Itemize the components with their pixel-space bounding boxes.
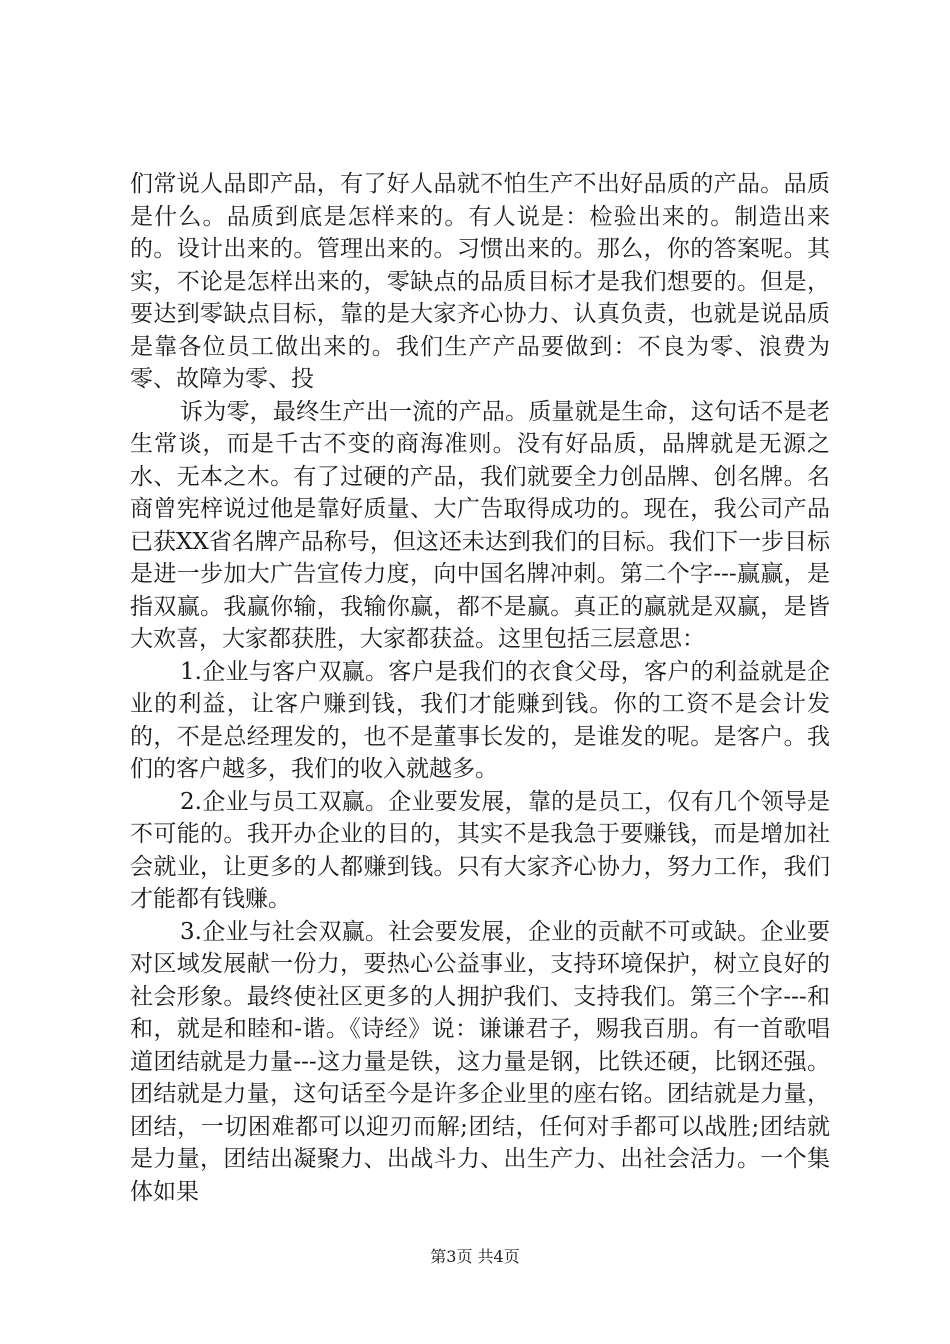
paragraph-society-win: 3.企业与社会双赢。社会要发展，企业的贡献不可或缺。企业要对区域发展献一份力，要热心公益事业，支持环境保护，树立良好的社会形象。最终使社区更多的人拥护我们、支持我们。第三个字---和和，就是和睦和-谐。《诗经》说：谦谦君子，赐我百朋。有一首歌唱道团结就是力量---这力量是铁，这力量是钢，比铁还硬，比钢还强。团结就是力量，这句话至今是许多企业里的座右铭。团结就是力量，团结，一切困难都可以迎刃而解;团结，任何对手都可以战胜;团结就是力量，团结出凝聚力、出战斗力、出生产力、出社会活力。一个集体如果	[130, 918, 830, 1205]
paragraph-customer-win: 1.企业与客户双赢。客户是我们的衣食父母，客户的利益就是企业的利益，让客户赚到钱，我们才能赚到钱。你的工资不是会计发的，不是总经理发的，也不是董事长发的，是谁发的呢。是客户。我们的客户越多，我们的收入就越多。	[130, 658, 830, 782]
paragraph-quality-intro: 们常说人品即产品，有了好人品就不怕生产不出好品质的产品。品质是什么。品质到底是怎样来的。有人说是：检验出来的。制造出来的。设计出来的。管理出来的。习惯出来的。那么，你的答案呢。其实，不论是怎样出来的，零缺点的品质目标才是我们想要的。但是，要达到零缺点目标，靠的是大家齐心协力、认真负责，也就是说品质是靠各位员工做出来的。我们生产产品要做到：不良为零、浪费为零、故障为零、投	[130, 171, 830, 392]
document-body	[130, 168, 830, 1208]
paragraph-brand-win: 诉为零，最终生产出一流的产品。质量就是生命，这句话不是老生常谈，而是千古不变的商海准则。没有好品质，品牌就是无源之水、无本之木。有了过硬的产品，我们就要全力创品牌、创名牌。名商曾宪梓说过他是靠好质量、大广告取得成功的。现在，我公司产品已获XX省名牌产品称号，但这还未达到我们的目标。我们下一步目标是进一步加大广告宣传力度，向中国名牌冲刺。第二个字---赢赢，是指双赢。我赢你输，我输你赢，都不是赢。真正的赢就是双赢，是皆大欢喜，大家都获胜，大家都获益。这里包括三层意思：	[130, 398, 830, 652]
paragraph-employee-win: 2.企业与员工双赢。企业要发展，靠的是员工，仅有几个领导是不可能的。我开办企业的目的，其实不是我急于要赚钱，而是增加社会就业，让更多的人都赚到钱。只有大家齐心协力，努力工作，我们才能都有钱赚。	[130, 788, 830, 912]
page-number-footer: 第3页 共4页	[430, 1247, 520, 1266]
